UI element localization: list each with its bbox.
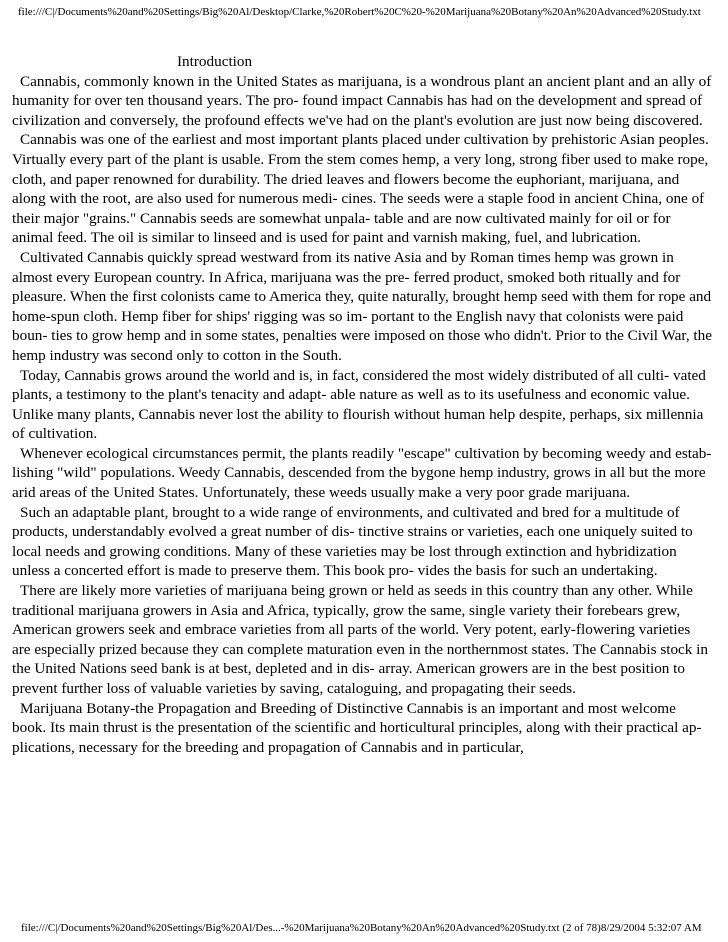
paragraph: There are likely more varieties of marijuana being grown or held as seeds in this country than any other. While traditional marijuana growers in Asia and Africa, typically, grow the same, single variety their forebears grew, American growers seek and embrace varieties from all parts of the world. Very potent, early-flowering varieties are especially prized because they can complete maturation even in the northernmost states. The Cannabis stock in the United Nations seed bank is at best, depleted and in dis- array. American growers are in the best position to prevent further loss of valuable varieties by saving, cataloguing, and propagating their seeds. — [12, 582, 708, 697]
paragraph: Cannabis was one of the earliest and most important plants placed under cultivation by prehistoric Asian peoples. Virtually every part of the plant is usable. From the stem comes hemp, a very long, strong fiber used to make rope, cloth, and paper renowned for durability. The dried leaves and flowers become the euphoriant, marijuana, and along with the root, are also used for numerous medi- cines. The seeds were a staple food in ancient China, one of their major "grains." Cannabis seeds are somewhat unpala- table and are now cultivated mainly for oil or for animal feed. The oil is similar to linseed and is used for paint and varnish making, fuel, and lubrication. — [12, 131, 709, 247]
document-body — [12, 52, 712, 757]
paragraph: Marijuana Botany-the Propagation and Breeding of Distinctive Cannabis is an important and most welcome book. Its main thrust is the presentation of the scientific and horticultural principles, along with their practical ap- plications, necessary for the breeding and propagation of Cannabis and in particular, — [12, 699, 702, 756]
paragraph: Today, Cannabis grows around the world and is, in fact, considered the most widely distributed of all culti- vated plants, a testimony to the plant's tenacity and adapt- able nature as well as to its usefulness and economic value. Unlike many plants, Cannabis never lost the ability to flourish without human help despite, perhaps, six millennia of cultivation. — [12, 366, 706, 443]
paragraph: Whenever ecological circumstances permit, the plants readily "escape" cultivation by becoming weedy and estab- lishing "wild" populations. Weedy Cannabis, descended from the bygone hemp industry, grows in all but the more arid areas of the United States. Unfortunately, these weeds usually make a very poor grade marijuana. — [12, 444, 712, 502]
header-file-path: file:///C|/Documents%20and%20Settings/Big%20Al/Desktop/Clarke,%20Robert%20C%20-%20Marijuana%20Botany%20An%20Advanced%20Study.txt — [18, 6, 701, 18]
section-title: Introduction — [177, 53, 253, 70]
footer-file-path: file:///C|/Documents%20and%20Settings/Big%20Al/Des...-%20Marijuana%20Botany%20An%20Advanced%20Study.txt (2 of 78)8/29/2004 5:32:07 AM — [21, 922, 702, 934]
paragraph: Cultivated Cannabis quickly spread westward from its native Asia and by Roman times hemp was grown in almost every European country. In Africa, marijuana was the pre- ferred product, smoked both ritually and for pleasure. When the first colonists came to America they, quite naturally, brought hemp seed with them for rope and home-spun cloth. Hemp fiber for ships' rigging was so im- portant to the English navy that colonists were paid boun- ties to grow hemp and in some states, penalties were imposed on those who didn't. Prior to the Civil War, the hemp industry was second only to cotton in the South. — [12, 248, 712, 364]
paragraph: Such an adaptable plant, brought to a wide range of environments, and cultivated and bred for a multitude of products, understandably evolved a great number of dis- tinctive strains or varieties, each one uniquely suited to local needs and growing conditions. Many of these varieties may be lost through extinction and hybridization unless a concerted effort is made to preserve them. This book pro- vides the basis for such an undertaking. — [12, 503, 693, 580]
paragraph: Cannabis, commonly known in the United States as marijuana, is a wondrous plant an ancient plant and an ally of humanity for over ten thousand years. The pro- found impact Cannabis has had on the development and spread of civilization and conversely, the profound effects we've had on the plant's evolution are just now being discovered. — [12, 72, 712, 129]
